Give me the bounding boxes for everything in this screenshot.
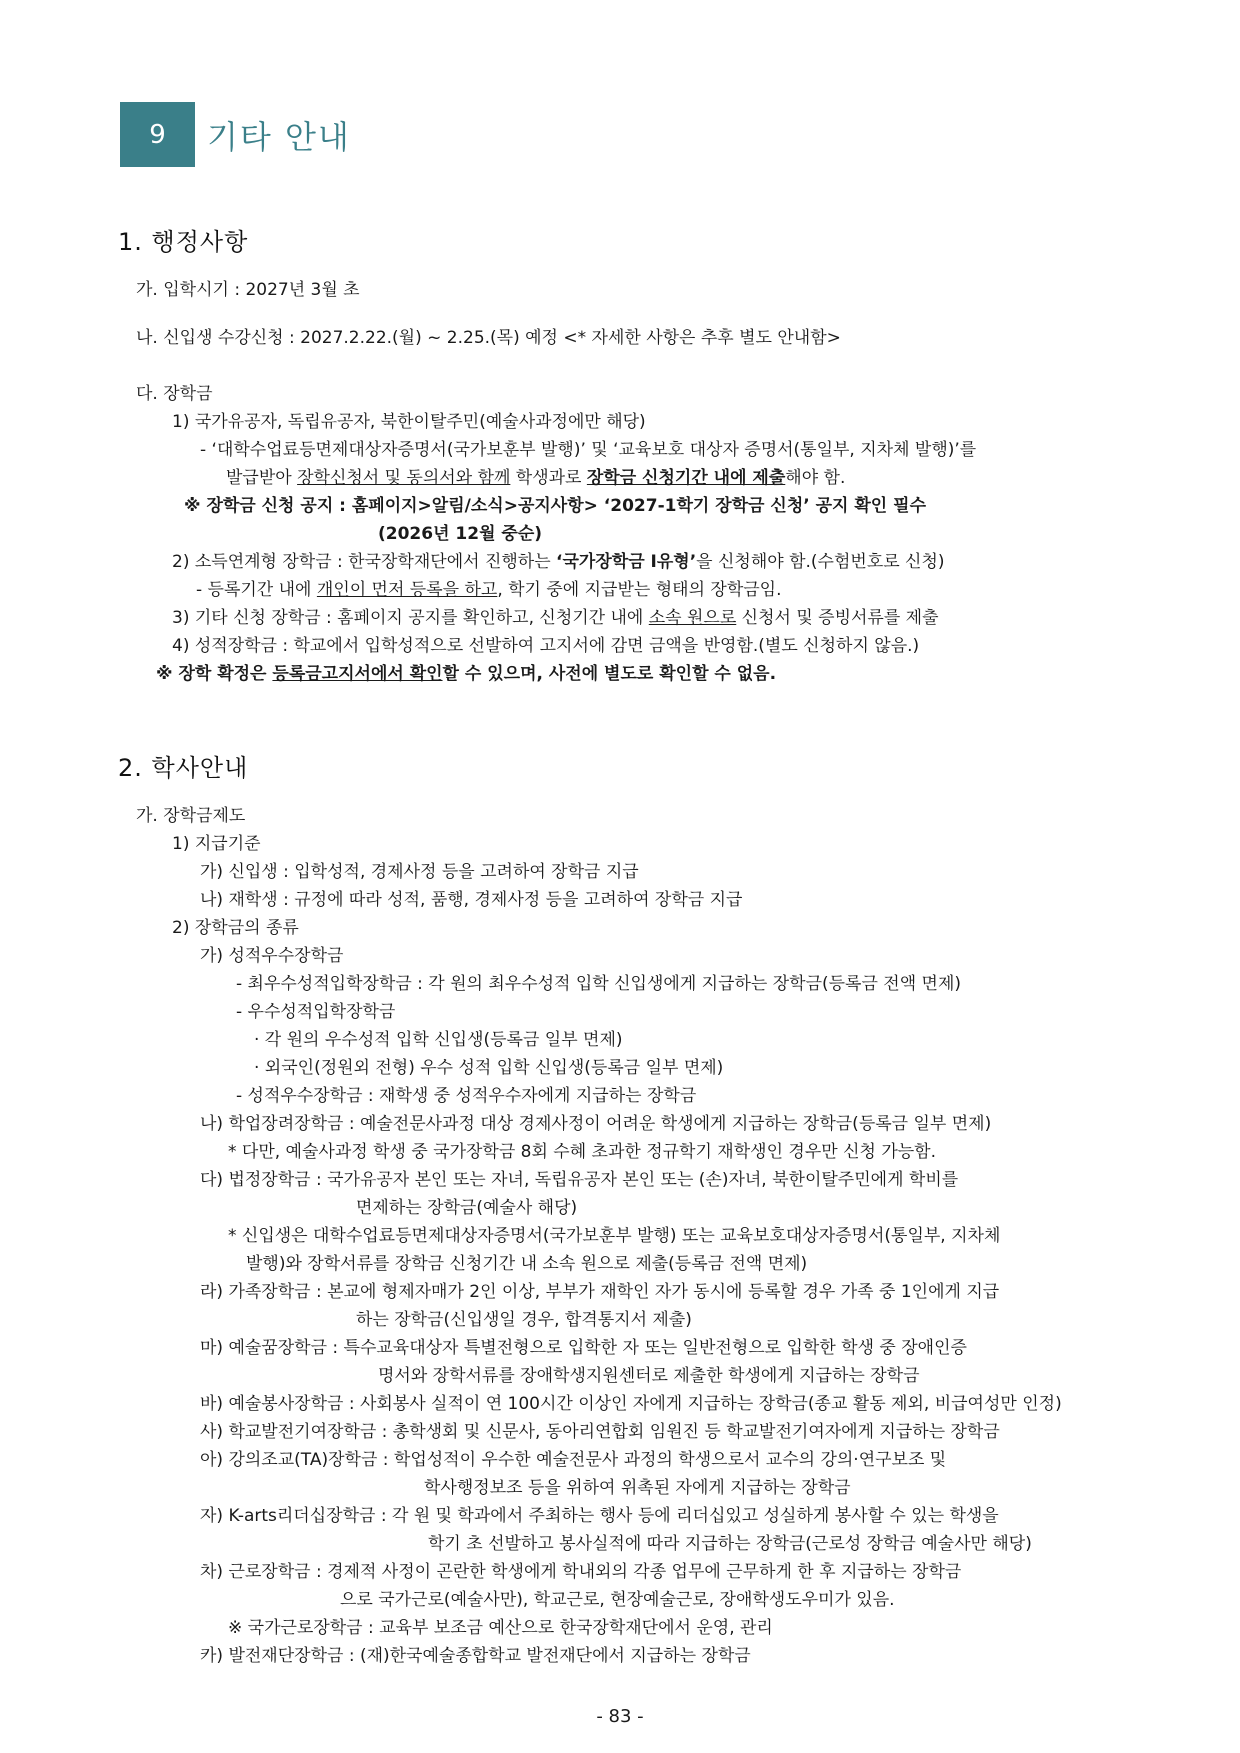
- academic-line: 나) 학업장려장학금 : 예술전문사과정 대상 경제사정이 어려운 학생에게 지급하는 장학금(등록금 일부 면제): [200, 1114, 992, 1134]
- scholarship-item-1-detail-cont: 발급받아 장학신청서 및 동의서와 함께 학생과로 장학금 신청기간 내에 제출해야 함.: [226, 468, 846, 488]
- scholarship-item-2-detail: - 등록기간 내에 개인이 먼저 등록을 하고, 학기 중에 지급받는 형태의 장학금임.: [196, 580, 782, 600]
- academic-line: 발행)와 장학서류를 장학금 신청기간 내 소속 원으로 제출(등록금 전액 면제): [246, 1254, 808, 1274]
- admin-item-scholarship: 다. 장학금: [136, 384, 213, 404]
- academic-line: · 각 원의 우수성적 입학 신입생(등록금 일부 면제): [254, 1030, 623, 1050]
- admin-item-course-registration: 나. 신입생 수강신청 : 2027.2.22.(월) ~ 2.25.(목) 예정 <* 자세한 사항은 추후 별도 안내함>: [136, 328, 841, 348]
- academic-line: 명서와 장학서류를 장애학생지원센터로 제출한 학생에게 지급하는 장학금: [378, 1366, 920, 1386]
- admin-item-admission-date: 가. 입학시기 : 2027년 3월 초: [136, 280, 360, 300]
- academic-line: 바) 예술봉사장학금 : 사회봉사 실적이 연 100시간 이상인 자에게 지급하는 장학금(종교 활동 제외, 비급여성만 인정): [200, 1394, 1062, 1414]
- scholarship-item-3: 3) 기타 신청 장학금 : 홈페이지 공지를 확인하고, 신청기간 내에 소속 원으로 신청서 및 증빙서류를 제출: [172, 608, 939, 628]
- academic-line: 가. 장학금제도: [136, 806, 246, 826]
- academic-line: ※ 국가근로장학금 : 교육부 보조금 예산으로 한국장학재단에서 운영, 관리: [228, 1618, 773, 1638]
- academic-line: 차) 근로장학금 : 경제적 사정이 곤란한 학생에게 학내외의 각종 업무에 근무하게 한 후 지급하는 장학금: [200, 1562, 962, 1582]
- academic-line: 다) 법정장학금 : 국가유공자 본인 또는 자녀, 독립유공자 본인 또는 (손)자녀, 북한이탈주민에게 학비를: [200, 1170, 959, 1190]
- academic-line: 가) 성적우수장학금: [200, 946, 344, 966]
- chapter-number-box: [120, 102, 195, 167]
- academic-line: 나) 재학생 : 규정에 따라 성적, 품행, 경제사정 등을 고려하여 장학금 지급: [200, 890, 743, 910]
- academic-line: · 외국인(정원외 전형) 우수 성적 입학 신입생(등록금 일부 면제): [254, 1058, 724, 1078]
- academic-line: 면제하는 장학금(예술사 해당): [356, 1198, 578, 1218]
- academic-line: - 우수성적입학장학금: [236, 1002, 396, 1022]
- academic-line: 하는 장학금(신입생일 경우, 합격통지서 제출): [356, 1310, 692, 1330]
- chapter-title: 기타 안내: [207, 118, 351, 156]
- scholarship-item-2: 2) 소득연계형 장학금 : 한국장학재단에서 진행하는 ‘국가장학금 Ⅰ유형’을 신청해야 함.(수험번호로 신청): [172, 552, 945, 572]
- scholarship-item-4: 4) 성적장학금 : 학교에서 입학성적으로 선발하여 고지서에 감면 금액을 반영함.(별도 신청하지 않음.): [172, 636, 920, 656]
- scholarship-item-1: 1) 국가유공자, 독립유공자, 북한이탈주민(예술사과정에만 해당): [172, 412, 646, 432]
- academic-line: 아) 강의조교(TA)장학금 : 학업성적이 우수한 예술전문사 과정의 학생으로서 교수의 강의·연구보조 및: [200, 1450, 947, 1470]
- academic-line: * 신입생은 대학수업료등면제대상자증명서(국가보훈부 발행) 또는 교육보호대상자증명서(통일부, 지차체: [228, 1226, 1001, 1246]
- academic-line: 가) 신입생 : 입학성적, 경제사정 등을 고려하여 장학금 지급: [200, 862, 639, 882]
- academic-line: - 최우수성적입학장학금 : 각 원의 최우수성적 입학 신입생에게 지급하는 장학금(등록금 전액 면제): [236, 974, 962, 994]
- academic-line: * 다만, 예술사과정 학생 중 국가장학금 8회 수혜 초과한 정규학기 재학생인 경우만 신청 가능함.: [228, 1142, 936, 1162]
- academic-line: 라) 가족장학금 : 본교에 형제자매가 2인 이상, 부부가 재학인 자가 동시에 등록할 경우 가족 중 1인에게 지급: [200, 1282, 1000, 1302]
- section-heading-admin: 1. 행정사항: [118, 228, 249, 256]
- section-heading-academic: 2. 학사안내: [118, 754, 249, 782]
- academic-line: 으로 국가근로(예술사만), 학교근로, 현장예술근로, 장애학생도우미가 있음.: [340, 1590, 895, 1610]
- academic-line: 자) K-arts리더십장학금 : 각 원 및 학과에서 주최하는 행사 등에 리더십있고 성실하게 봉사할 수 있는 학생을: [200, 1506, 999, 1526]
- page-number: - 83 -: [596, 1706, 644, 1727]
- academic-line: 2) 장학금의 종류: [172, 918, 299, 938]
- academic-line: 카) 발전재단장학금 : (재)한국예술종합학교 발전재단에서 지급하는 장학금: [200, 1646, 751, 1666]
- academic-line: 학사행정보조 등을 위하여 위촉된 자에게 지급하는 장학금: [424, 1478, 851, 1498]
- scholarship-notice-date: (2026년 12월 중순): [378, 524, 543, 544]
- scholarship-notice: ※ 장학금 신청 공지 : 홈페이지>알림/소식>공지사항> ‘2027-1학기 장학금 신청’ 공지 확인 필수: [184, 496, 926, 516]
- academic-line: - 성적우수장학금 : 재학생 중 성적우수자에게 지급하는 장학금: [236, 1086, 697, 1106]
- academic-line: 학기 초 선발하고 봉사실적에 따라 지급하는 장학금(근로성 장학금 예술사만 해당): [428, 1534, 1032, 1554]
- scholarship-item-1-detail: - ‘대학수업료등면제대상자증명서(국가보훈부 발행)’ 및 ‘교육보호 대상자 증명서(통일부, 지차체 발행)’를: [200, 440, 977, 460]
- scholarship-confirmation-note: ※ 장학 확정은 등록금고지서에서 확인할 수 있으며, 사전에 별도로 확인할 수 없음.: [156, 664, 777, 684]
- academic-line: 마) 예술꿈장학금 : 특수교육대상자 특별전형으로 입학한 자 또는 일반전형으로 입학한 학생 중 장애인증: [200, 1338, 967, 1358]
- academic-line: 사) 학교발전기여장학금 : 총학생회 및 신문사, 동아리연합회 임원진 등 학교발전기여자에게 지급하는 장학금: [200, 1422, 1000, 1442]
- academic-line: 1) 지급기준: [172, 834, 261, 854]
- chapter-number: 9: [149, 119, 166, 150]
